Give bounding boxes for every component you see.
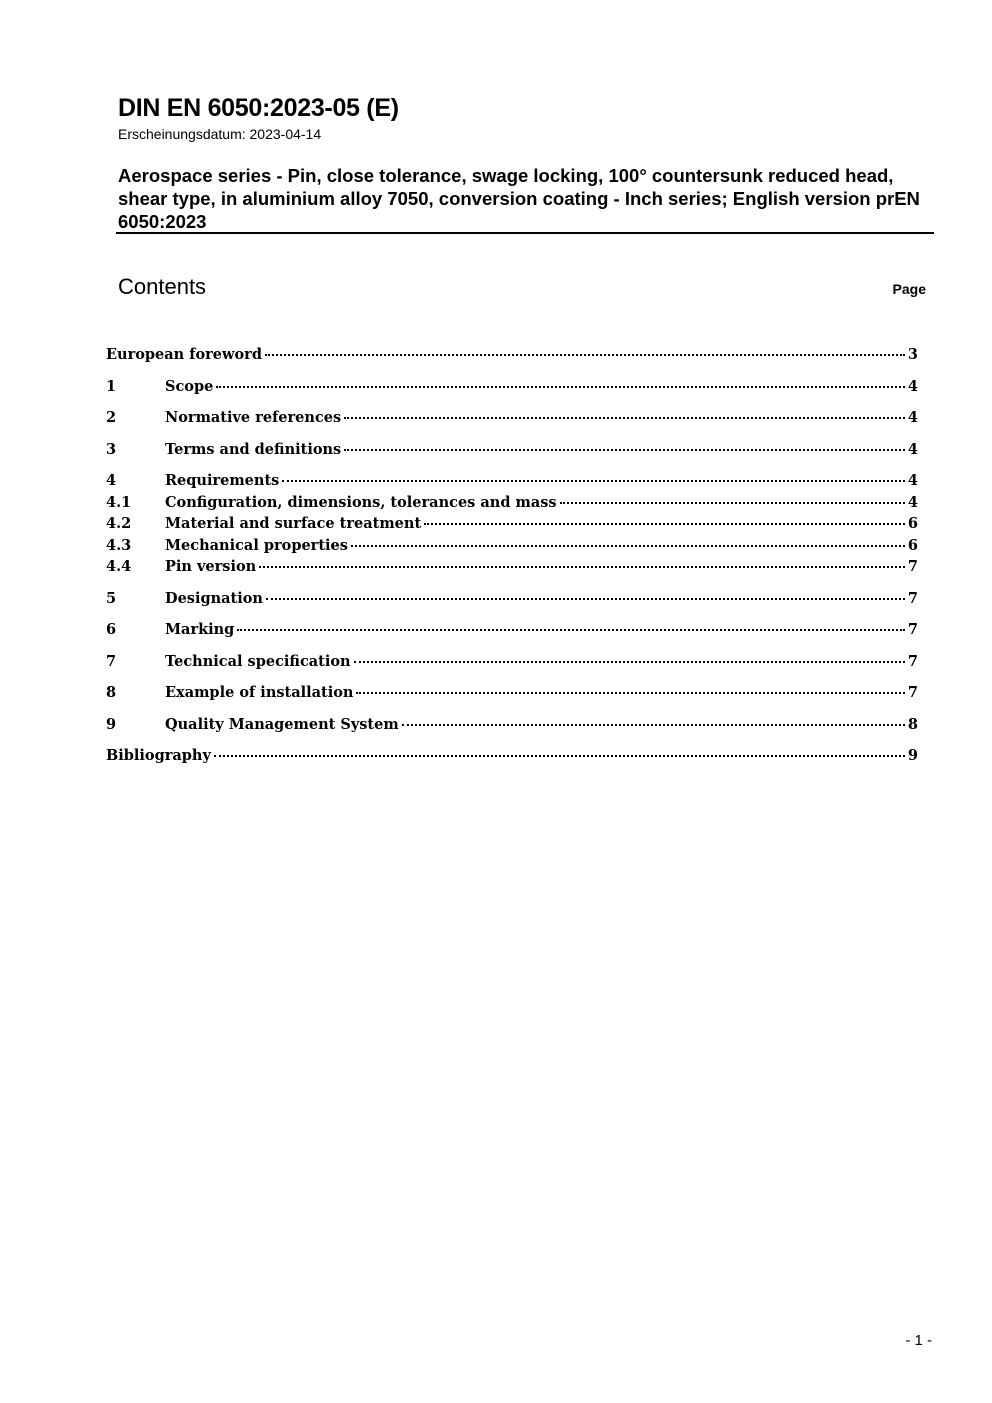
toc-entry-title: Scope [165, 378, 214, 395]
toc-entry-page: 7 [907, 653, 918, 670]
dot-leader [344, 417, 905, 419]
toc-entry-page: 3 [907, 346, 918, 363]
toc-entry-number: 4.3 [106, 537, 132, 554]
toc-entry-title: Requirements [165, 472, 280, 489]
toc-entry-page: 7 [907, 621, 918, 638]
toc-entry-title: Mechanical properties [165, 537, 348, 554]
dot-leader [214, 755, 905, 757]
toc-entry-material-and-surface-treatment[interactable] [106, 515, 918, 535]
toc-entry-european-foreword[interactable] [106, 346, 918, 366]
toc-entry-configuration[interactable] [106, 494, 918, 514]
toc-entry-number: 8 [106, 684, 117, 701]
toc-entry-page: 7 [907, 590, 918, 607]
dot-leader [216, 386, 905, 388]
dot-leader [344, 449, 905, 451]
toc-entry-number: 5 [106, 590, 117, 607]
toc-entry-title: Bibliography [106, 747, 211, 764]
toc-entry-example-of-installation[interactable] [106, 684, 918, 704]
toc-entry-title: Technical specification [165, 653, 351, 670]
title-rule [116, 232, 934, 234]
dot-leader [402, 724, 905, 726]
dot-leader [354, 661, 905, 663]
toc-entry-number: 3 [106, 441, 117, 458]
toc-entry-designation[interactable] [106, 590, 918, 610]
toc-entry-requirements[interactable] [106, 472, 918, 492]
dot-leader [356, 692, 904, 694]
toc-entry-normative-references[interactable] [106, 409, 918, 429]
toc-entry-number: 4 [106, 472, 117, 489]
toc-entry-number: 9 [106, 716, 117, 733]
publication-date: Erscheinungsdatum: 2023-04-14 [118, 126, 322, 142]
document-id: DIN EN 6050:2023-05 (E) [118, 94, 399, 122]
dot-leader [265, 354, 905, 356]
dot-leader [351, 545, 905, 547]
toc-entry-page: 4 [907, 409, 918, 426]
toc-entry-title: Terms and definitions [165, 441, 342, 458]
toc-entry-quality-management-system[interactable] [106, 716, 918, 736]
toc-entry-page: 6 [907, 515, 918, 532]
dot-leader [560, 502, 905, 504]
page-number: - 1 - [905, 1332, 932, 1349]
toc-entry-page: 9 [907, 747, 918, 764]
contents-heading: Contents [118, 274, 207, 299]
toc-entry-title: European foreword [106, 346, 262, 363]
toc-entry-technical-specification[interactable] [106, 653, 918, 673]
toc-entry-pin-version[interactable] [106, 558, 918, 578]
toc-entry-scope[interactable] [106, 378, 918, 398]
toc-entry-title: Configuration, dimensions, tolerances and mass [165, 494, 557, 511]
toc-entry-title: Quality Management System [165, 716, 399, 733]
dot-leader [266, 598, 905, 600]
dot-leader [259, 566, 905, 568]
toc-entry-number: 1 [106, 378, 117, 395]
toc-entry-page: 4 [907, 472, 918, 489]
toc-entry-bibliography[interactable] [106, 747, 918, 767]
toc-entry-title: Normative references [165, 409, 342, 426]
dot-leader [282, 480, 905, 482]
toc-entry-page: 7 [907, 558, 918, 575]
toc-entry-number: 2 [106, 409, 117, 426]
document-title: Aerospace series - Pin, close tolerance, swage locking, 100° countersunk reduced head, shear type, in aluminium alloy 7050, conversion coating - Inch series; English version prEN 6050:2023 [118, 165, 920, 232]
page-column-label: Page [892, 281, 926, 297]
toc-entry-page: 4 [907, 441, 918, 458]
toc-entry-terms-and-definitions[interactable] [106, 441, 918, 461]
toc-entry-number: 4.2 [106, 515, 132, 532]
toc-entry-page: 8 [907, 716, 918, 733]
dot-leader [237, 629, 905, 631]
toc-entry-number: 6 [106, 621, 117, 638]
toc-entry-title: Material and surface treatment [165, 515, 422, 532]
toc-entry-number: 7 [106, 653, 117, 670]
toc-entry-title: Example of installation [165, 684, 354, 701]
toc-entry-mechanical-properties[interactable] [106, 537, 918, 557]
toc-entry-page: 4 [907, 494, 918, 511]
toc-entry-marking[interactable] [106, 621, 918, 641]
dot-leader [424, 523, 905, 525]
toc-entry-page: 7 [907, 684, 918, 701]
toc-entry-title: Pin version [165, 558, 257, 575]
toc-entry-title: Marking [165, 621, 235, 638]
toc-entry-number: 4.1 [106, 494, 132, 511]
toc-entry-page: 6 [907, 537, 918, 554]
toc-entry-title: Designation [165, 590, 263, 607]
toc-entry-page: 4 [907, 378, 918, 395]
toc-entry-number: 4.4 [106, 558, 132, 575]
